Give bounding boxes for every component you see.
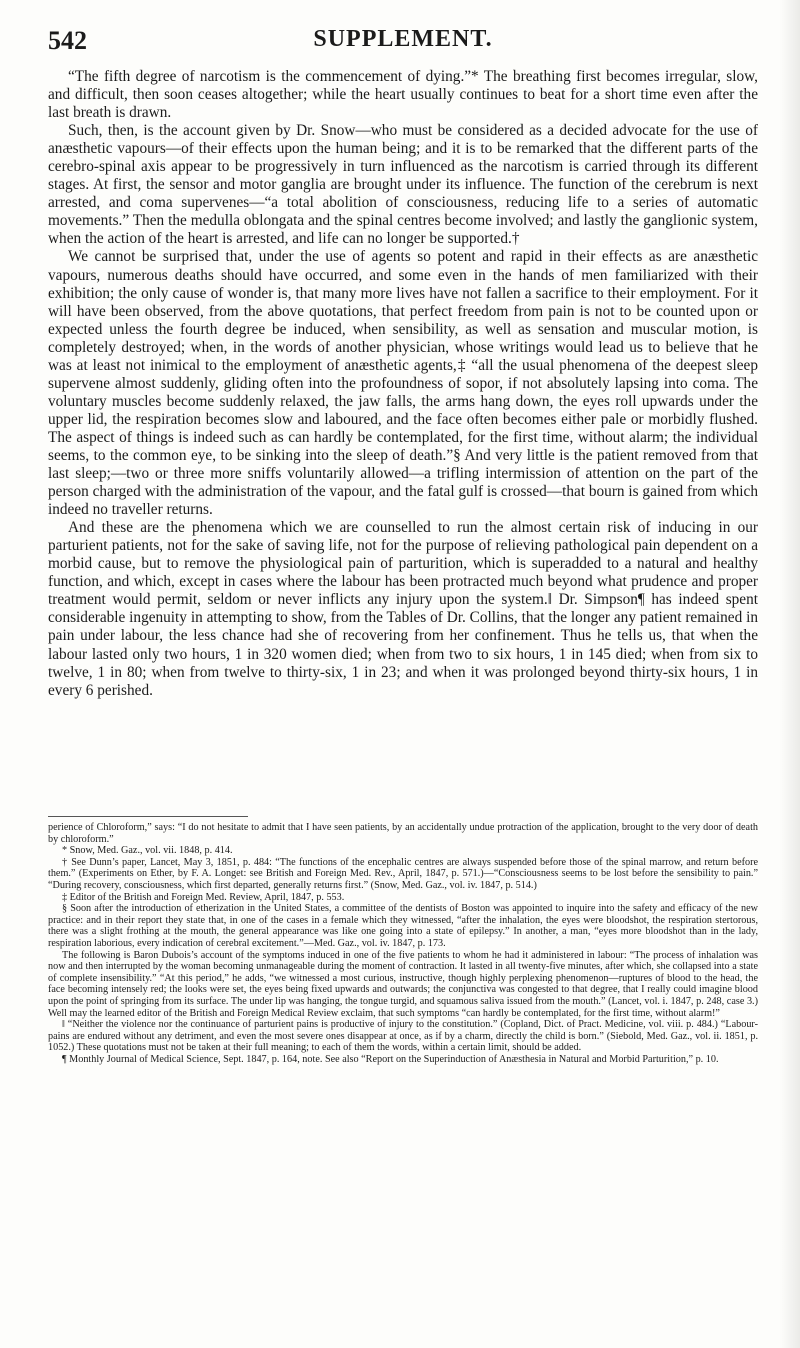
running-head: SUPPLEMENT. — [313, 26, 493, 52]
footnote: The following is Baron Dubois’s account of the symptoms induced in one of the five patients to whom he had it administered in labour: “The process of inhalation was now and then interrupted by the woman becoming unmanageable during the moment of contraction. It lasted in all twenty-five minutes, after which, she collapsed into a state of complete insensibility.” “At this period,” he adds, “we witnessed a most curious, instructive, though highly perplexing phenomenon—ruptures of blood to the head, the face becoming intensely red; the looks were set, the eyes being fixed upwards and outwards; the conjunctiva was congested to that degree, that I really could imagine blood upon the point of springing from its surface. The under lip was hanging, the tongue turgid, and squamous saliva issued from the mouth.” (Lancet, vol. i. 1847, p. 248, case 3.) Well may the learned editor of the British and Foreign Medical Review exclaim, that such symptoms “can hardly be contemplated, for the first time, without alarm!” — [48, 949, 758, 1019]
footnote-continuation: perience of Chloroform,” says: “I do not hesitate to admit that I have seen patients, by an accidentally undue protraction of the application, brought to the very door of death by chloroform.” — [48, 822, 758, 845]
footnote: ‡ Editor of the British and Foreign Med. Review, April, 1847, p. 553. — [62, 891, 345, 903]
footnote: § Soon after the introduction of etherization in the United States, a committee of the dentists of Boston was appointed to inquire into the safety and efficacy of the new practice: and in their report they state that, in one of the cases in a female which they witnessed, “after the inhalation, the eyes were bloodshot, the respiration stertorous, there was a slight frothing at the mouth, the general appearance was like one going into a state of epilepsy.” In another, a man, “eyes more bloodshot than in the lady, respiration laborious, every indication of cerebral excitement.”—Med. Gaz., vol. iv. 1847, p. 173. — [48, 903, 758, 949]
footnote: * Snow, Med. Gaz., vol. vii. 1848, p. 414. — [62, 845, 233, 857]
footnotes — [48, 822, 758, 1065]
paragraph: And these are the phenomena which we are counselled to run the almost certain risk of inducing in our parturient patients, not for the sake of saving life, not for the purpose of relieving pathological pain dependent on a morbid cause, but to remove the physiological pain of parturition, which is superadded to a natural and healthy function, and which, except in cases where the labour has been protracted much beyond what prudence and proper treatment would permit, seldom or never inflicts any injury upon the system.‖ Dr. Simpson¶ has indeed spent considerable ingenuity in attempting to show, from the Tables of Dr. Collins, that the longer any patient remained in pain under labour, the less chance had she of recovering from her confinement. Thus he tells us, that when the labour lasted only two hours, 1 in 320 women died; when from two to six hours, 1 in 145 died; when from six to twelve, 1 in 80; when from twelve to thirty-six, 1 in 23; and when it was prolonged beyond thirty-six hours, 1 in every 6 perished. — [48, 519, 758, 699]
footnote-rule — [48, 816, 248, 817]
page-number: 542 — [48, 26, 87, 55]
body-text — [48, 68, 758, 700]
paragraph: “The fifth degree of narcotism is the commencement of dying.”* The breathing first becomes irregular, slow, and difficult, then soon ceases altogether; while the heart usually continues to beat for a short time even after the last breath is drawn. — [48, 68, 758, 122]
footnote: ‖ “Neither the violence nor the continuance of parturient pains is productive of injury to the constitution.” (Copland, Dict. of Pract. Medicine, vol. viii. p. 484.) “Labour-pains are endured without any detriment, and even the most severe ones disappear at once, as if by a charm, directly the child is born.” (Siebold, Med. Gaz., vol. ii. 1851, p. 1052.) These quotations must not be taken at their full meaning; to each of them the words, within a certain limit, should be added. — [48, 1019, 758, 1054]
page-edge-shadow — [780, 0, 800, 1348]
footnote: † See Dunn’s paper, Lancet, May 3, 1851, p. 484: “The functions of the encephalic centres are always suspended before those of the spinal marrow, and return before them.” (Experiments on Ether, by F. A. Longet: see British and Foreign Med. Rev., April, 1847, p. 571.)—“Consciousness seems to be lost before the sensibility to pain.” “During recovery, consciousness, which first departed, generally returns first.” (Snow, Med. Gaz., vol. iv. 1847, p. 514.) — [48, 856, 758, 891]
paragraph: We cannot be surprised that, under the use of agents so potent and rapid in their effects as are anæsthetic vapours, numerous deaths should have occurred, and some even in the hands of men familiarized with their exhibition; the only cause of wonder is, that many more lives have not fallen a sacrifice to their employment. For it will have been observed, from the above quotations, that perfect freedom from pain is not to be counted upon or expected unless the fourth degree be induced, when sensibility, as well as sensation and muscular motion, is completely destroyed; when, in the words of another physician, whose writings would lead us to believe that he was at least not inimical to the employment of anæsthetic agents,‡ “all the usual phenomena of the deepest sleep supervene almost suddenly, gliding often into the profoundness of sopor, if not absolutely lapsing into coma. The voluntary muscles become suddenly relaxed, the jaw falls, the arms hang down, the eyes roll upwards under the upper lid, the respiration becomes slow and laboured, and the face often becomes either pale or morbidly flushed. The aspect of things is indeed such as can hardly be contemplated, for the first time, without alarm; the individual seems, to the common eye, to be sinking into the sleep of death.”§ And very little is the patient removed from that last sleep;—two or three more sniffs voluntarily allowed—a trifling intermission of attention on the part of the person charged with the administration of the vapour, and the fatal gulf is crossed—that bourn is gained from which indeed no traveller returns. — [48, 248, 758, 519]
paragraph: Such, then, is the account given by Dr. Snow—who must be considered as a decided advocate for the use of anæsthetic vapours—of their effects upon the human being; and it is to be remarked that the different parts of the cerebro-spinal axis appear to be progressively in turn influenced as the narcotism is carried through its different stages. At first, the sensor and motor ganglia are brought under its influence. The function of the cerebrum is next arrested, and coma supervenes—“a total abolition of consciousness, reducing life to a series of automatic movements.” Then the medulla oblongata and the spinal centres become involved; and lastly the ganglionic system, when the action of the heart is arrested, and life can no longer be supported.† — [48, 122, 758, 248]
footnote: ¶ Monthly Journal of Medical Science, Sept. 1847, p. 164, note. See also “Report on the Superinduction of Anæsthesia in Natural and Morbid Parturition,” p. 10. — [62, 1053, 719, 1065]
page-header — [48, 26, 758, 56]
